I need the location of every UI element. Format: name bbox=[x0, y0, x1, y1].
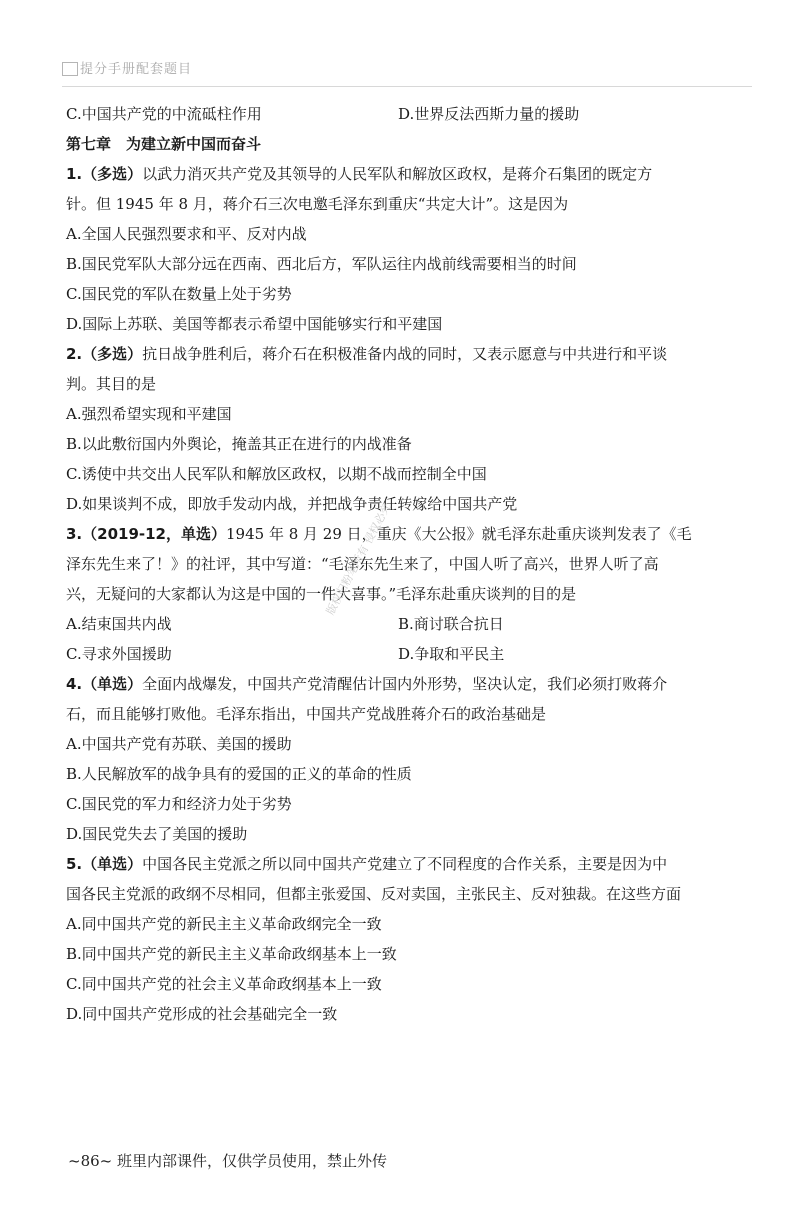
option-d: D.国民党失去了美国的援助 bbox=[66, 825, 248, 843]
question-number: 2. bbox=[66, 345, 83, 363]
question-type-tag: （多选） bbox=[82, 165, 143, 183]
question-text: 抗日战争胜利后，蒋介石在积极准备内战的同时，又表示愿意与中共进行和平谈 bbox=[142, 345, 668, 363]
option-b: B.国民党军队大部分远在西南、西北后方，军队运往内战前线需要相当的时间 bbox=[66, 255, 577, 273]
option-pair-row bbox=[66, 609, 746, 639]
question-stem-line: 判。其目的是 bbox=[66, 375, 157, 393]
option-c: C.国民党的军队在数量上处于劣势 bbox=[66, 285, 292, 303]
option-c: C.诱使中共交出人民军队和解放区政权，以期不战而控制全中国 bbox=[66, 465, 487, 483]
question-type-tag: （单选） bbox=[82, 855, 143, 873]
question-type-tag: （多选） bbox=[82, 345, 143, 363]
option-a: A.同中国共产党的新民主主义革命政纲完全一致 bbox=[66, 915, 382, 933]
option-c: C.国民党的军力和经济力处于劣势 bbox=[66, 795, 292, 813]
option-b: B.人民解放军的战争具有的爱国的正义的革命的性质 bbox=[66, 765, 412, 783]
prev-option-c: C.中国共产党的中流砥柱作用 bbox=[66, 105, 262, 123]
option-a: A.结束国共内战 bbox=[66, 615, 172, 633]
question-stem-line bbox=[66, 669, 746, 699]
question-text: 以武力消灭共产党及其领导的人民军队和解放区政权，是蒋介石集团的既定方 bbox=[142, 165, 653, 183]
question-4 bbox=[66, 669, 746, 849]
question-number: 4. bbox=[66, 675, 83, 693]
option-b: B.商讨联合抗日 bbox=[398, 615, 504, 633]
question-stem-line bbox=[66, 849, 746, 879]
question-3 bbox=[66, 519, 746, 669]
question-stem-line: 兴，无疑问的大家都认为这是中国的一件大喜事。”毛泽东赴重庆谈判的目的是 bbox=[66, 585, 577, 603]
question-stem-line: 针。但 1945 年 8 月，蒋介石三次电邀毛泽东到重庆“共定大计”。这是因为 bbox=[66, 195, 569, 213]
question-1 bbox=[66, 159, 746, 339]
question-number: 3. bbox=[66, 525, 83, 543]
watermark: 版权归粉笔所有 侵权必究 bbox=[323, 501, 394, 618]
option-d: D.争取和平民主 bbox=[398, 645, 505, 663]
option-c: C.寻求外国援助 bbox=[66, 645, 172, 663]
option-d: D.同中国共产党形成的社会基础完全一致 bbox=[66, 1005, 338, 1023]
prev-option-d: D.世界反法西斯力量的援助 bbox=[398, 105, 580, 123]
question-2 bbox=[66, 339, 746, 519]
page-content bbox=[66, 99, 746, 1029]
question-number: 1. bbox=[66, 165, 83, 183]
chapter-title: 第七章 为建立新中国而奋斗 bbox=[66, 135, 262, 153]
header-box-icon bbox=[62, 62, 78, 76]
option-d: D.如果谈判不成，即放手发动内战，并把战争责任转嫁给中国共产党 bbox=[66, 495, 518, 513]
question-stem-line: 石，而且能够打败他。毛泽东指出，中国共产党战胜蒋介石的政治基础是 bbox=[66, 705, 547, 723]
question-text: 全面内战爆发，中国共产党清醒估计国内外形势，坚决认定，我们必须打败蒋介 bbox=[142, 675, 668, 693]
option-c: C.同中国共产党的社会主义革命政纲基本上一致 bbox=[66, 975, 382, 993]
footer-notice: 班里内部课件，仅供学员使用，禁止外传 bbox=[117, 1152, 388, 1170]
question-stem-line bbox=[66, 159, 746, 189]
question-number: 5. bbox=[66, 855, 83, 873]
question-stem-line bbox=[66, 339, 746, 369]
page-header bbox=[62, 52, 752, 87]
header-text: 提分手册配套题目 bbox=[80, 62, 193, 77]
question-type-tag: （2019-12，单选） bbox=[82, 525, 226, 543]
question-stem-line bbox=[66, 519, 746, 549]
question-type-tag: （单选） bbox=[82, 675, 143, 693]
question-stem-line: 国各民主党派的政纲不尽相同，但都主张爱国、反对卖国，主张民主、反对独裁。在这些方面 bbox=[66, 885, 682, 903]
question-text: 1945 年 8 月 29 日，重庆《大公报》就毛泽东赴重庆谈判发表了《毛 bbox=[226, 525, 692, 543]
option-b: B.以此敷衍国内外舆论，掩盖其正在进行的内战准备 bbox=[66, 435, 412, 453]
question-stem-line: 泽东先生来了！》的社评，其中写道：“毛泽东先生来了，中国人听了高兴，世界人听了高 bbox=[66, 555, 659, 573]
option-a: A.强烈希望实现和平建国 bbox=[66, 405, 232, 423]
option-b: B.同中国共产党的新民主主义革命政纲基本上一致 bbox=[66, 945, 397, 963]
page-footer bbox=[68, 1150, 387, 1171]
option-a: A.全国人民强烈要求和平、反对内战 bbox=[66, 225, 307, 243]
option-pair-row bbox=[66, 639, 746, 669]
option-d: D.国际上苏联、美国等都表示希望中国能够实行和平建国 bbox=[66, 315, 443, 333]
question-5 bbox=[66, 849, 746, 1029]
page-number: ~86~ bbox=[68, 1152, 113, 1170]
question-text: 中国各民主党派之所以同中国共产党建立了不同程度的合作关系，主要是因为中 bbox=[142, 855, 668, 873]
option-a: A.中国共产党有苏联、美国的援助 bbox=[66, 735, 292, 753]
prev-question-options bbox=[66, 99, 746, 129]
